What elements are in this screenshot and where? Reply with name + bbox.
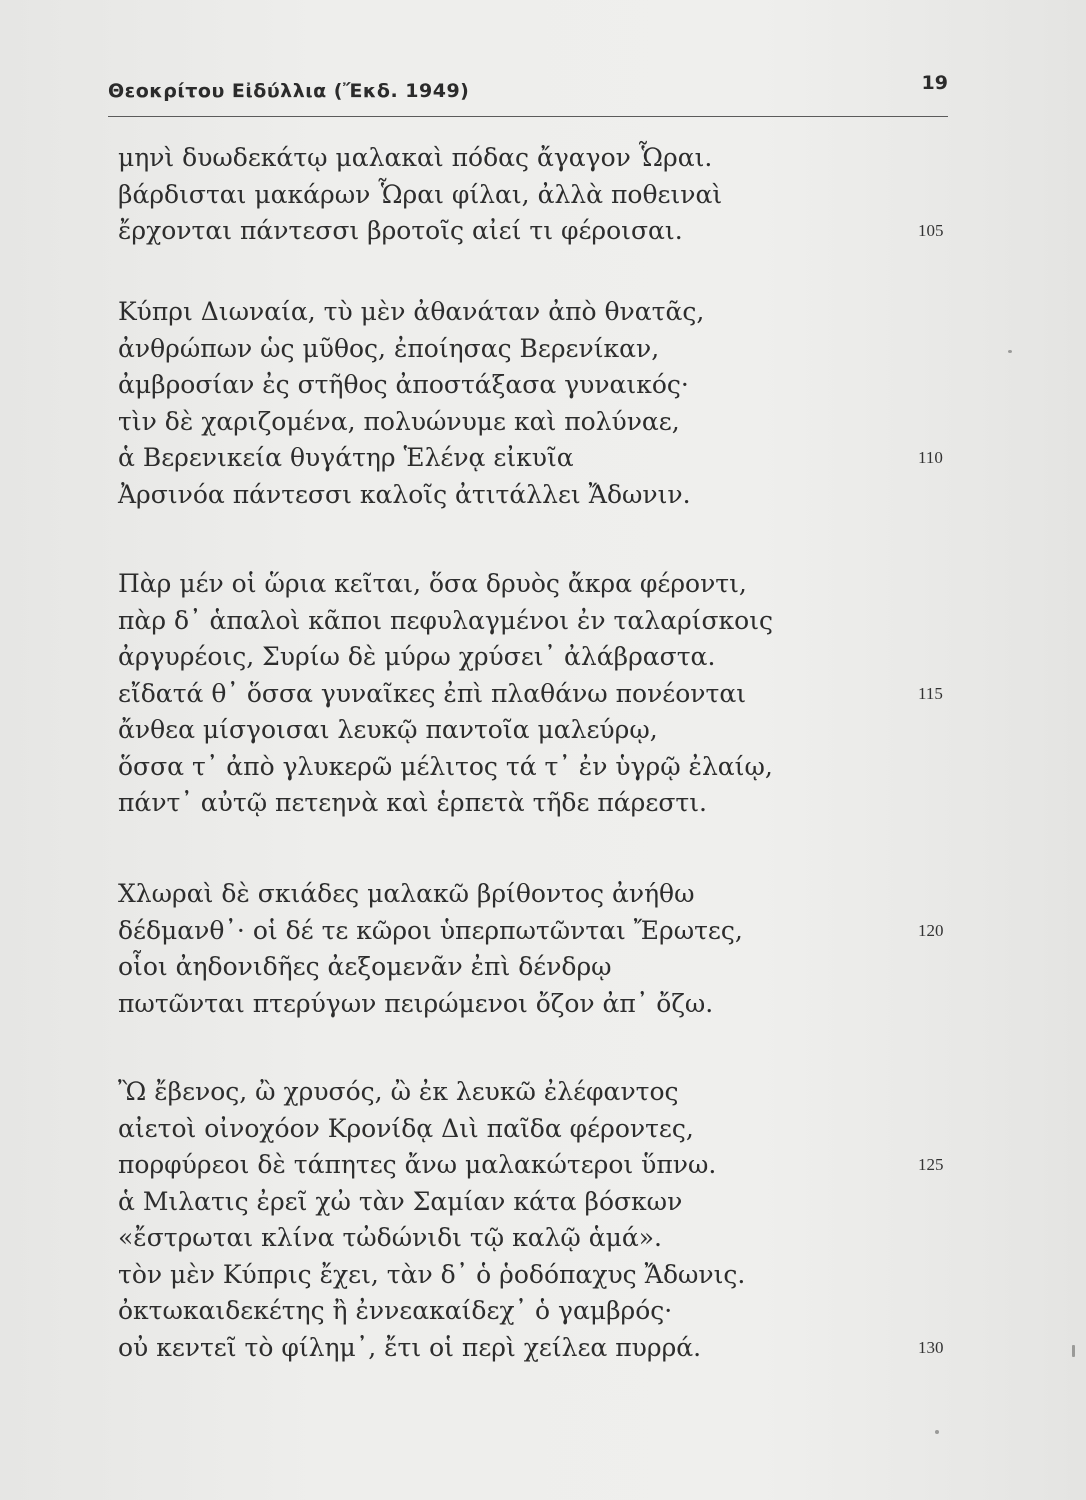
verse-line	[118, 712, 988, 749]
verse-text: Πὰρ μέν οἱ ὥρια κεῖται, ὅσα δρυὸς ἄκρα φέροντι,	[118, 569, 747, 598]
verse-line	[118, 1184, 988, 1221]
verse-text: δέδμανθ᾽· οἱ δέ τε κῶροι ὑπερπωτῶνται Ἔρωτες,	[118, 915, 743, 945]
verse-text: ἀργυρέοις, Συρίω δὲ μύρω χρύσει᾽ ἀλάβραστα.	[118, 642, 716, 671]
page-number: 19	[921, 72, 948, 94]
paper-speck	[1072, 1345, 1075, 1357]
verse-text: πὰρ δ᾽ ἁπαλοὶ κᾶποι πεφυλαγμένοι ἐν ταλαρίσκοις	[118, 605, 774, 635]
verse-text: οἷοι ἀηδονιδῆες ἀεξομενᾶν ἐπὶ δένδρῳ	[118, 952, 612, 981]
stanza-3	[118, 566, 988, 822]
verse-text: εἴδατά θ᾽ ὅσσα γυναῖκες ἐπὶ πλαθάνω πονέονται	[118, 678, 747, 708]
verse-text: ἄνθεα μίσγοισαι λευκῷ παντοῖα μαλεύρῳ,	[118, 715, 658, 744]
verse-line	[118, 639, 988, 676]
verse-text: Ἀρσινόα πάντεσσι καλοῖς ἀτιτάλλει Ἄδωνιν.	[118, 479, 691, 509]
line-number: 125	[918, 1155, 944, 1174]
verse-line	[118, 949, 988, 986]
verse-text: ἁ Μιλατις ἐρεῖ χὠ τὰν Σαμίαν κάτα βόσκων	[118, 1186, 683, 1216]
line-number: 120	[918, 920, 944, 940]
verse-text: πάντ᾽ αὐτῷ πετεηνὰ καὶ ἑρπετὰ τῆδε πάρεστι.	[118, 788, 707, 817]
verse-line	[118, 566, 988, 603]
running-title: Θεοκρίτου Εἰδύλλια (Ἔκδ. 1949)	[108, 80, 470, 102]
verse-line	[118, 404, 988, 441]
verse-line	[118, 1147, 988, 1184]
paper-speck	[1008, 350, 1012, 353]
verse-text: «ἔστρωται κλίνα τὠδώνιδι τῷ καλῷ ἁμά».	[118, 1223, 663, 1252]
verse-text: ὀκτωκαιδεκέτης ἢ ἐννεακαίδεχ᾽ ὁ γαμβρός·	[118, 1296, 673, 1325]
verse-text: ἔρχονται πάντεσσι βροτοῖς αἰεί τι φέροισαι.	[118, 216, 683, 245]
verse-text: ἀμβροσίαν ἐς στῆθος ἀποστάξασα γυναικός·	[118, 370, 689, 399]
verse-line	[118, 1330, 988, 1367]
verse-text: Κύπρι Διωναία, τὺ μὲν ἀθανάταν ἀπὸ θνατᾶς,	[118, 297, 705, 326]
verse-line	[118, 440, 988, 477]
line-number: 115	[918, 683, 943, 703]
verse-line	[118, 1293, 988, 1330]
verse-line	[118, 294, 988, 331]
verse-text: Ὢ ἔβενος, ὢ χρυσός, ὢ ἐκ λευκῶ ἐλέφαντος	[118, 1077, 679, 1106]
paper-speck	[935, 1430, 939, 1434]
verse-line	[118, 986, 988, 1023]
line-number: 130	[918, 1337, 944, 1357]
line-number: 110	[918, 448, 943, 467]
verse-text: τὸν μὲν Κύπρις ἔχει, τὰν δ᾽ ὁ ῥοδόπαχυς Ἄδωνις.	[118, 1259, 746, 1289]
verse-line	[118, 749, 988, 786]
stanza-2	[118, 294, 988, 513]
verse-text: πορφύρεοι δὲ τάπητες ἄνω μαλακώτεροι ὕπνω.	[118, 1150, 717, 1179]
verse-line	[118, 876, 988, 913]
verse-line	[118, 1220, 988, 1257]
verse-line	[118, 140, 988, 177]
verse-line	[118, 676, 988, 713]
verse-text: τὶν δὲ χαριζομένα, πολυώνυμε καὶ πολύναε,	[118, 406, 680, 436]
verse-line	[118, 1111, 988, 1148]
verse-line	[118, 177, 988, 214]
line-number: 105	[918, 221, 944, 240]
verse-text: αἰετοὶ οἰνοχόον Κρονίδᾳ Διὶ παῖδα φέροντες,	[118, 1113, 694, 1143]
verse-line	[118, 477, 988, 514]
verse-text: ἁ Βερενικεία θυγάτηρ Ἑλένᾳ εἰκυῖα	[118, 443, 574, 472]
page-header	[108, 68, 948, 120]
verse-text: οὐ κεντεῖ τὸ φίλημ᾽, ἔτι οἱ περὶ χείλεα πυρρά.	[118, 1332, 702, 1362]
verse-line	[118, 213, 988, 250]
verse-text: μηνὶ δυωδεκάτῳ μαλακαὶ πόδας ἄγαγον Ὧραι.	[118, 143, 713, 172]
stanza-5	[118, 1074, 988, 1366]
header-rule	[108, 116, 948, 117]
verse-line	[118, 785, 988, 822]
stanza-1	[118, 140, 988, 250]
verse-line	[118, 331, 988, 368]
verse-text: Χλωραὶ δὲ σκιάδες μαλακῶ βρίθοντος ἀνήθω	[118, 879, 695, 908]
verse-line	[118, 1074, 988, 1111]
verse-text: ὅσσα τ᾽ ἀπὸ γλυκερῶ μέλιτος τά τ᾽ ἐν ὑγρῷ ἐλαίῳ,	[118, 751, 773, 781]
verse-line	[118, 367, 988, 404]
stanza-4	[118, 876, 988, 1022]
verse-text: βάρδισται μακάρων Ὧραι φίλαι, ἀλλὰ ποθειναὶ	[118, 179, 723, 209]
verse-line	[118, 913, 988, 950]
verse-line	[118, 603, 988, 640]
verse-line	[118, 1257, 988, 1294]
verse-text: ἀνθρώπων ὡς μῦθος, ἐποίησας Βερενίκαν,	[118, 333, 660, 363]
verse-text: πωτῶνται πτερύγων πειρώμενοι ὄζον ἀπ᾽ ὄζω.	[118, 988, 714, 1018]
